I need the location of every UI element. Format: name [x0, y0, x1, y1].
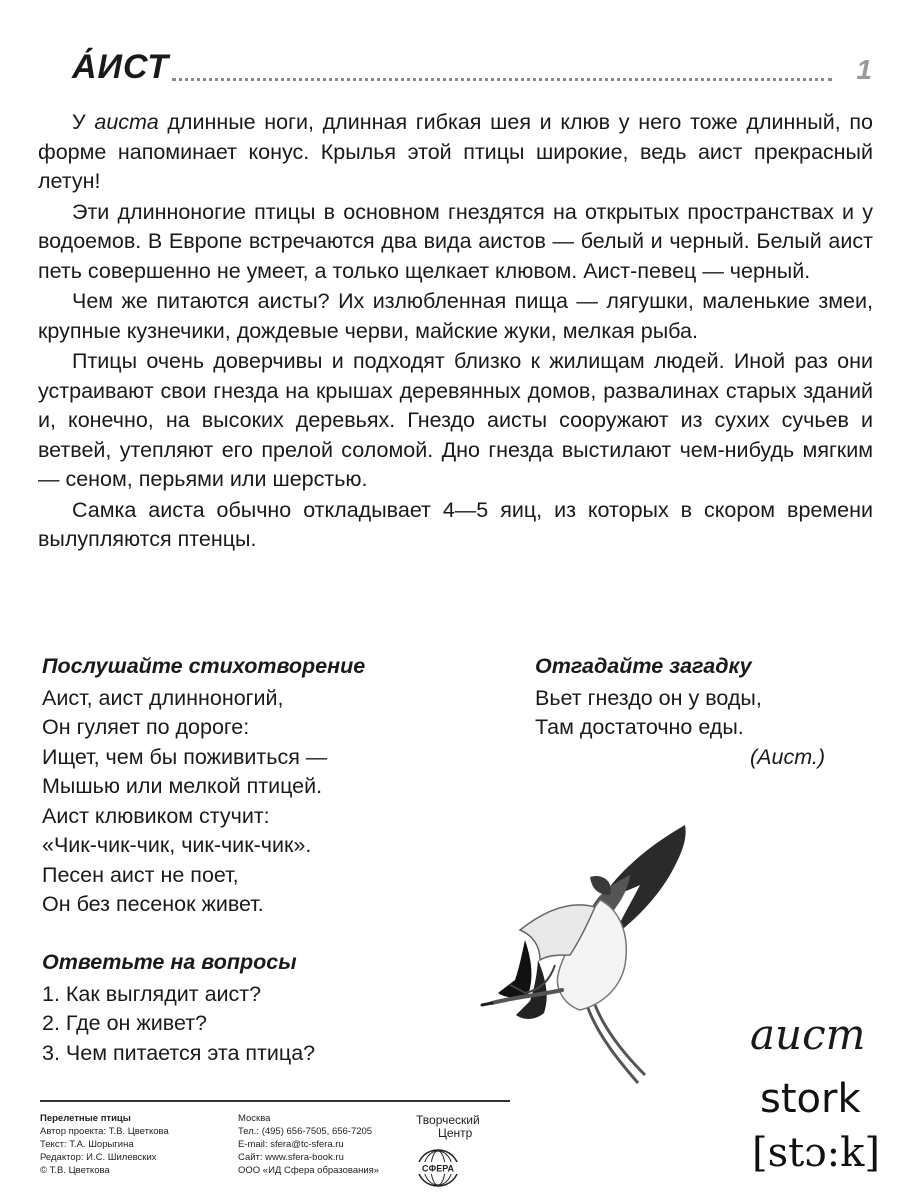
riddle-line: Вьет гнездо он у воды, [535, 685, 762, 710]
footer-line: Текст: Т.А. Шорыгина [40, 1139, 134, 1150]
poem-line: Мышью или мелкой птицей. [42, 774, 323, 798]
footer-line: E-mail: sfera@tc-sfera.ru [238, 1139, 344, 1150]
page-number: 1 [856, 54, 872, 85]
footer-series-title: Перелетные птицы [40, 1113, 131, 1124]
poem-section [42, 652, 482, 920]
questions-heading: Ответьте на вопросы [42, 950, 297, 974]
publisher-logo-icon [414, 1112, 514, 1192]
intro-text [38, 108, 873, 555]
footer-credits [40, 1112, 169, 1177]
footer-line: Москва [238, 1113, 271, 1124]
vocab-english-word: stork [760, 1076, 861, 1122]
intro-paragraph-2: Эти длинноногие птицы в основном гнездятся на открытых пространствах и у водоемов. В Европе встречаются два вида аистов — белый и черный. Белый аист петь совершенно не умеет, а только щелкает клювом. Аист-певец — черный. [38, 199, 873, 283]
page-title: А́ИСТ [72, 48, 170, 86]
intro-paragraph-1 [38, 108, 873, 197]
footer-line: Редактор: И.С. Шилевских [40, 1152, 157, 1163]
riddle-answer: (Аист.) [749, 744, 825, 769]
poem-line: «Чик-чик-чик, чик-чик-чик». [42, 833, 312, 857]
footer-line: © Т.В. Цветкова [40, 1165, 110, 1176]
poem-line: Он без песенок живет. [42, 892, 264, 916]
p1-italic-word: аиста [94, 110, 159, 134]
poem-line: Аист клювиком стучит: [42, 803, 270, 828]
questions-section [42, 948, 462, 1068]
intro-paragraph-5: Самка аиста обычно откладывает 4—5 яиц, из которых в скором времени вылупляются птенцы. [38, 497, 873, 551]
poem-line: Ищет, чем бы поживиться — [42, 744, 328, 769]
riddle-section [535, 652, 865, 772]
title-dotted-leader [172, 78, 832, 81]
poem-line: Аист, аист длинноногий, [42, 685, 284, 710]
intro-paragraph-4: Птицы очень доверчивы и подходят близко к жилищам людей. Иной раз они устраивают свои гнезда на крышах деревянных домов, развалинах старых зданий и, конечно, на высоких деревьях. Гнездо аисты сооружают из сухих сучьев и ветвей, утепляют его прелой соломой. Дно гнезда выстилают чем-нибудь мягким — сеном, перьями или шерстью. [38, 349, 873, 491]
riddle-heading: Отгадайте загадку [535, 654, 752, 678]
p1-pre: У [72, 110, 95, 134]
question-item: 3. Чем питается эта птица? [42, 1040, 316, 1065]
footer-line: Сайт: www.sfera-book.ru [238, 1152, 344, 1163]
logo-line: Центр [438, 1126, 473, 1140]
question-item: 1. Как выглядит аист? [42, 981, 262, 1006]
poem-line: Песен аист не поет, [42, 862, 239, 887]
footer-line: Автор проекта: Т.В. Цветкова [40, 1126, 169, 1137]
logo-line: Творческий [416, 1113, 480, 1127]
riddle-line: Там достаточно еды. [535, 715, 744, 739]
intro-paragraph-3: Чем же питаются аисты? Их излюбленная пища — лягушки, маленькие змеи, крупные кузнечики, дождевые черви, майские жуки, мелкая рыба. [38, 289, 873, 343]
p1-post: длинные ноги, длинная гибкая шея и клюв у него тоже длинный, по форме напоминает конус. Крылья этой птицы широкие, ведь аист прекрасный летун! [38, 110, 873, 193]
poem-line: Он гуляет по дороге: [42, 715, 250, 739]
stork-illustration [480, 815, 720, 1090]
vocab-cursive-word: аист [750, 1010, 866, 1059]
footer-line: ООО «ИД Сфера образования» [238, 1165, 380, 1176]
title-row [72, 48, 872, 92]
vocab-transcription: [stɔ:k] [752, 1130, 880, 1176]
question-item: 2. Где он живет? [42, 1011, 208, 1035]
footer-contacts [238, 1112, 379, 1177]
logo-word: СФЕРА [422, 1163, 454, 1174]
footer-divider [40, 1100, 510, 1102]
footer-line: Тел.: (495) 656-7505, 656-7205 [238, 1126, 373, 1137]
poem-heading: Послушайте стихотворение [42, 654, 366, 678]
